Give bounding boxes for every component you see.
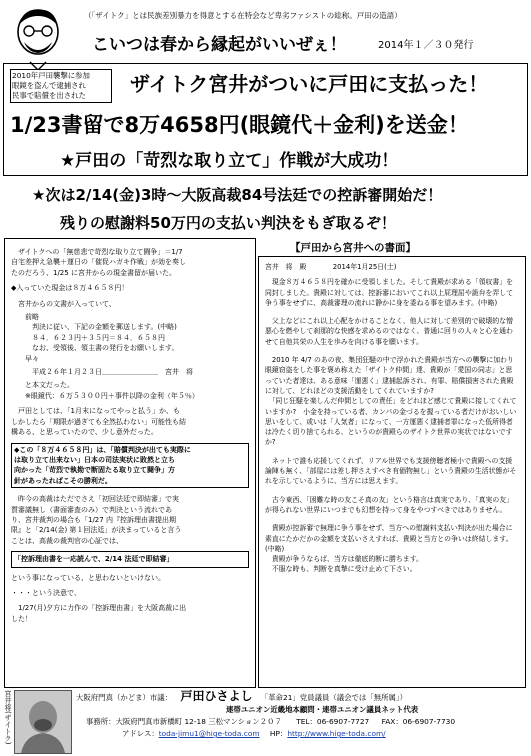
letter-paragraph: 貴殿が控訴審で無理に争う事をせず、当方への慰謝料支払い判決が出た場合に素直にたかだかの金額を支払いさえすれば、貴殿と当方との争いは終結します。(中略) <box>265 524 513 553</box>
text-line: り、宮井裁判の場合も「1/27 内『控訴理由書提出期 <box>11 515 176 524</box>
footer-line-1 <box>76 690 528 704</box>
footer-address-label: アドレス： <box>122 729 159 738</box>
text-line: 戸田としては、「1月末になってやっと払う」か、も <box>11 407 180 416</box>
text-line: ◆この「８万４６５８円」は、「賠償判決が出ても実際に <box>14 445 191 454</box>
text-line: 前略 <box>11 313 39 322</box>
text-line: ザイトクへの「無慈悲で苛烈な取り立て闘争」＝1/7 <box>11 248 183 256</box>
right-caption: 【戸田から宮井への書面】 <box>290 242 416 254</box>
text-line: 針があったればこその勝利だ。 <box>14 476 112 485</box>
letter-paragraph: 不服な時も、判断を真摯に受け止めて下さい。 <box>265 565 417 574</box>
footer-union: 連帯ユニオン近畿地本顧問・連帯ユニオン議員ネット代表 <box>226 705 419 714</box>
footer-hp-label: HP： <box>269 729 288 738</box>
text-line: 宮井からの文書が入っていて、 <box>11 299 116 308</box>
text-line: ことは、高裁の裁判官の心証では、 <box>11 536 123 545</box>
header-title: こいつは春から縁起がいいぜぇ！ <box>92 35 347 55</box>
text-line: しかしたら「期限が過ぎても全然払わない」可能性も結 <box>11 417 186 426</box>
text-line: ※眼鏡代：６万５３００円＋事件以降の金利（年５％） <box>11 391 199 400</box>
highlight-box <box>11 443 249 489</box>
footer-fax: FAX：06-6907-7730 <box>381 717 456 726</box>
subheadline-line1: ★次は2/14(金)3時～大阪高裁84号法廷での控訴審開始だ！ <box>32 186 443 204</box>
letter-paragraph: 貴殿が争うならば、当方は徹底的断に勝ちます。 <box>265 555 423 564</box>
text-line: 1/27(月)夕方に力作の「控訴理由書」を大阪高裁に出 <box>11 604 187 613</box>
text-line: 限』と「2/14(金) 第１回法廷」が決まっていると言う <box>11 526 182 535</box>
footer-line-3 <box>76 716 528 728</box>
headline-line2: 1/23書留で8万4658円(眼鏡代＋金利)を送金！ <box>10 113 469 137</box>
letter-paragraph: 古今東西、「困難な時の友こそ真の友」という格言は真実であり、「真実の友」が得られない世界にいつまでも幻想を持って身をやつすべきではありません。 <box>265 495 514 514</box>
headline-main: ザイトク宮井がついに戸田に支払った！ <box>130 72 489 96</box>
footer-photo <box>14 690 72 754</box>
toda-cartoon-portrait <box>4 4 72 70</box>
text-line: 判決に従い、下記の金額を郵送します。(中略) <box>11 323 177 332</box>
header-note: （「ザイトク」とは民族差別暴力を得意とする在特会など卑劣ファシストの総称。戸田の造語） <box>84 11 402 20</box>
footer-vertical-label: 宮井将(ザイトク) <box>4 690 12 745</box>
footer-url-link[interactable]: http://www.hige-toda.com/ <box>287 729 386 738</box>
text-line: 構ある、と思っていたので、少し意外だった。 <box>11 428 158 437</box>
footer-email-link[interactable]: toda-jimu1@hige-toda.com <box>158 729 260 738</box>
headline-side-note <box>10 69 112 103</box>
text-line: 質審議無し（書面審査のみ）で判決という流れであ <box>11 505 172 514</box>
letter-header <box>265 262 519 272</box>
side-note-line: 眼鏡を盗んで逮捕され <box>12 81 86 90</box>
letter-paragraph: 父上などにこれ以上心配をかけることなく、他人に対して差別的で破壊的な憎悪心を燃やして刹那的な快感を求めるのではなく、普通に回りの人々と心を通わせて自他共栄の人生を歩みを向ける事を願います。 <box>265 317 513 346</box>
footer-tel: TEL：06-6907-7727 <box>296 717 370 726</box>
letter-paragraph: ネットで誰も応援してくれず、リアル世界でも支援傍聴者極小で貴殿への支援論陣も無く、「部屋には差し押さえすべき有価物無し」という貴殿の生活状態がそれを示しているように、当方には思えます。 <box>265 456 517 486</box>
headline-box <box>3 63 528 176</box>
text-line: ８４．６２３円＋３５円＝８４．６５８円 <box>11 333 165 342</box>
side-note-line: 2010年戸田襲撃に参加 <box>12 71 90 80</box>
text-line: ◆入っていた現金は８万４６５８円！ <box>11 284 129 293</box>
text-line: と本文だった。 <box>11 381 74 390</box>
letter-paragraph: 「同じ狂騒を楽しんだ仲間としての責任」をどれほど感じて貴殿に接してくれていますか? 小金を持っている者、カンパの金づるを握っている者だけがおいしい思いをして、或いは「人気者」になって、一方運悪く逮捕者罪になった低所得者は冷たく切り捨てられる、というのが貴殿らのザイトク世界の実状ではないですか? <box>265 397 517 447</box>
footer-line-4 <box>76 728 528 740</box>
letter-to: 宮井 将 殿 <box>265 263 307 271</box>
letter-date: 2014年1月25日(土) <box>332 263 397 271</box>
text-line: たのだろう、1/25 に宮井からの現金書留が届いた。 <box>11 268 176 277</box>
headline-line3: ★戸田の「苛烈な取り立て」作戦が大成功！ <box>60 151 399 171</box>
text-line: 平成２６年１月２３日＿＿＿＿＿＿＿＿ 宮井 将 <box>11 368 193 377</box>
left-article <box>4 238 256 688</box>
issue-date: 2014年１／３０発行 <box>378 40 474 51</box>
footer-name: 戸田ひさよし <box>180 689 253 703</box>
text-line: ・・・という決意で、 <box>11 588 81 597</box>
text-line: 自宅差押え急襲＋運日の「催促ハガキ作戦」が効を奏し <box>11 258 186 267</box>
text-line: 向かった「苛烈で執拗で断固たる取り立て闘争」方 <box>14 466 175 475</box>
right-article <box>258 256 526 688</box>
text-line: した！ <box>11 614 32 623</box>
text-line: 早々 <box>11 354 39 363</box>
letter-paragraph: 現金８万４６５８円を確かに受領しました。そして貴殿が求める「領収書」を同封しました。貴殿に対しては、控訴審においてこれ以上屁理屈や詭弁を弄して争う事をせずに、高裁審理の流れに静かに身を委ねる事を望みます。(中略) <box>265 278 514 307</box>
text-line: 昨今の高裁はただでさえ「初回法廷で即結審」で実 <box>11 495 179 504</box>
footer-location: 大阪府門真（かどま）市議： <box>76 693 173 702</box>
footer-party: 「革命21」党員議員（議会では「無所属」） <box>260 693 407 702</box>
footer-office: 大阪府門真市新橋町 12-18 三松マンション２０７ <box>115 717 282 726</box>
text-line: という事になっている、と思わないといけない。 <box>11 573 165 582</box>
text-line: は取り立て出来ない」日本の司法実状に敗然と立ち <box>14 455 175 464</box>
footer-office-label: 事務所： <box>86 717 116 726</box>
footer-info <box>76 690 528 740</box>
subheadline-line2: 残りの慰謝料50万円の支払い判決をもぎ取るぞ！ <box>60 214 396 232</box>
key-phrase-box: 「控訴理由書を一応読んで、2/14 法廷で即結審」 <box>11 551 249 567</box>
side-note-line: 民事で賠償を出された <box>12 91 86 100</box>
letter-paragraph: 2010 年 4/7 のあの夜、集団狂騒の中で浮かれた貴殿が当方への襲撃に加わり眼鏡窃盗をした事を褒め称えた「ザイトク仲間」達、貴殿が「愛国の同志」と思っていた者達は、ある意味「運悪く」逮捕起訴され、有罪、賠償損害された貴殿に対して、どれほどの支援活動をしてくれていますか? <box>265 356 514 395</box>
text-line: なお、受領後、領主書の発行をお願いします。 <box>11 344 179 353</box>
